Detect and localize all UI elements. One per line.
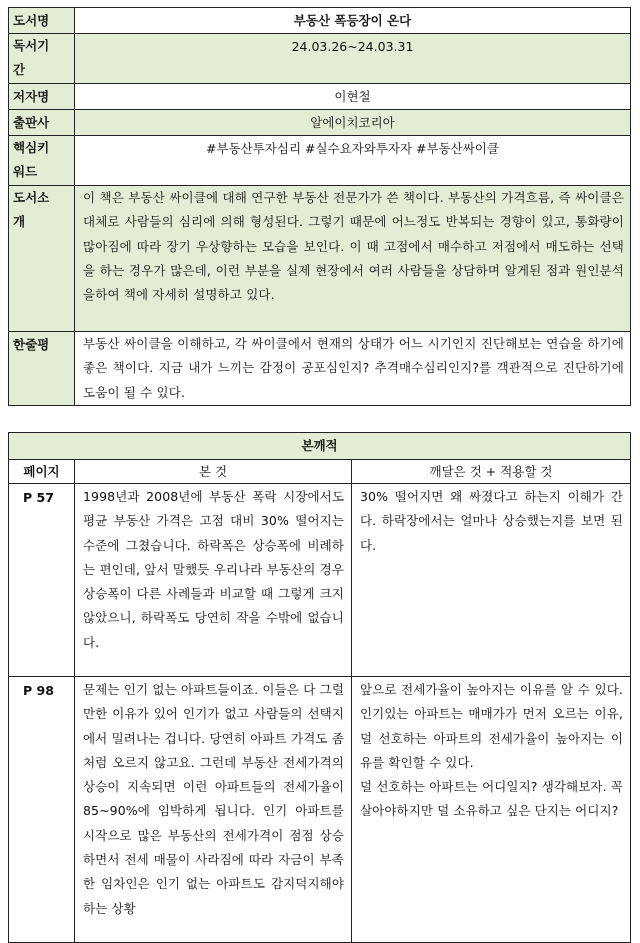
reading-period: 24.03.26~24.03.31	[75, 34, 631, 84]
table-row	[9, 484, 631, 677]
seen-text: 1998년과 2008년에 부동산 폭락 시장에서도 평균 부동산 가격은 고점 대비 30% 떨어지는 수준에 그쳤습니다. 하락폭은 상승폭에 비례하는 편인데, 앞서 말했듯 우리나라 부동산의 경우 상승폭이 다른 사례들과 비교할 때 그렇게 크지 않았으니, 하락폭도 당연히 작을 수밖에 없습니다.	[75, 484, 352, 677]
learned-text: 30% 떨어지면 왜 싸졌다고 하는지 이해가 간다. 하락장에서는 얼마나 상승했는지를 보면 된다.	[352, 484, 631, 677]
one-line-review: 부동산 싸이클을 이해하고, 각 싸이클에서 현재의 상태가 어느 시기인지 진단해보는 연습을 하기에 좋은 책이다. 지금 내가 느끼는 감정이 공포심인지? 추격매수심리인지?를 객관적으로 진단하기에 도움이 될 수 있다.	[75, 332, 631, 406]
header-learned: 깨달은 것 + 적용할 것	[352, 460, 631, 484]
page-number: P 57	[9, 484, 75, 677]
header-seen: 본 것	[75, 460, 352, 484]
keywords: #부동산투자심리 #실수요자와투자자 #부동산싸이클	[75, 136, 631, 186]
reading-period-label: 독서기 간	[9, 34, 75, 84]
header-page: 페이지	[9, 460, 75, 484]
book-info-table	[8, 7, 631, 406]
seen-text: 문제는 인기 없는 아파트들이죠. 이들은 다 그럴만한 이유가 있어 인기가 없고 사람들의 선택지에서 밀려나는 겁니다. 당연히 아파트 가격도 좀처럼 오르지 않고요. 그런데 부동산 전세가격의 상승이 지속되면 이런 아파트들의 전세가율이 85~90%에 임박하게 됩니다. 인기 아파트를 시작으로 많은 부동산의 전세가격이 점점 상승하면서 전세 매물이 사라짐에 따라 자금이 부족한 임차인은 인기 없는 아파트도 감지덕지해야 하는 상황	[75, 677, 352, 943]
review-label: 한줄평	[9, 332, 75, 406]
book-introduction: 이 책은 부동산 싸이클에 대해 연구한 부동산 전문가가 쓴 책이다. 부동산의 가격흐름, 즉 싸이클은 대체로 사람들의 심리에 의해 형성된다. 그렇기 때문에 어느정도 반복되는 경향이 있고, 통화량이 많아짐에 따라 장기 우상향하는 모습을 보인다. 이 때 고점에서 매수하고 저점에서 매도하는 선택을 하는 경우가 많은데, 이런 부분을 실제 현장에서 여러 사람들을 상담하며 알게된 점과 원인분석을하여 책에 자세히 설명하고 있다.	[75, 186, 631, 332]
author-label: 저자명	[9, 84, 75, 110]
learned-text: 앞으로 전세가율이 높아지는 이유를 알 수 있다. 인기있는 아파트는 매매가가 먼저 오르는 이유, 덜 선호하는 아파트의 전세가율이 높아지는 이유를 확인할 수 있다. 덜 선호하는 아파트는 어디일지? 생각해보자. 꼭 살아야하지만 덜 소유하고 싶은 단지는 어디지?	[352, 677, 631, 943]
publisher-label: 출판사	[9, 110, 75, 136]
author-name: 이현철	[75, 84, 631, 110]
page-number: P 98	[9, 677, 75, 943]
notes-title: 본깨적	[9, 433, 631, 460]
table-row	[9, 677, 631, 943]
notes-table	[8, 432, 631, 943]
intro-label: 도서소 개	[9, 186, 75, 332]
title-label: 도서명	[9, 8, 75, 34]
publisher-name: 알에이치코리아	[75, 110, 631, 136]
book-title: 부동산 폭등장이 온다	[75, 8, 631, 34]
keywords-label: 핵심키 워드	[9, 136, 75, 186]
